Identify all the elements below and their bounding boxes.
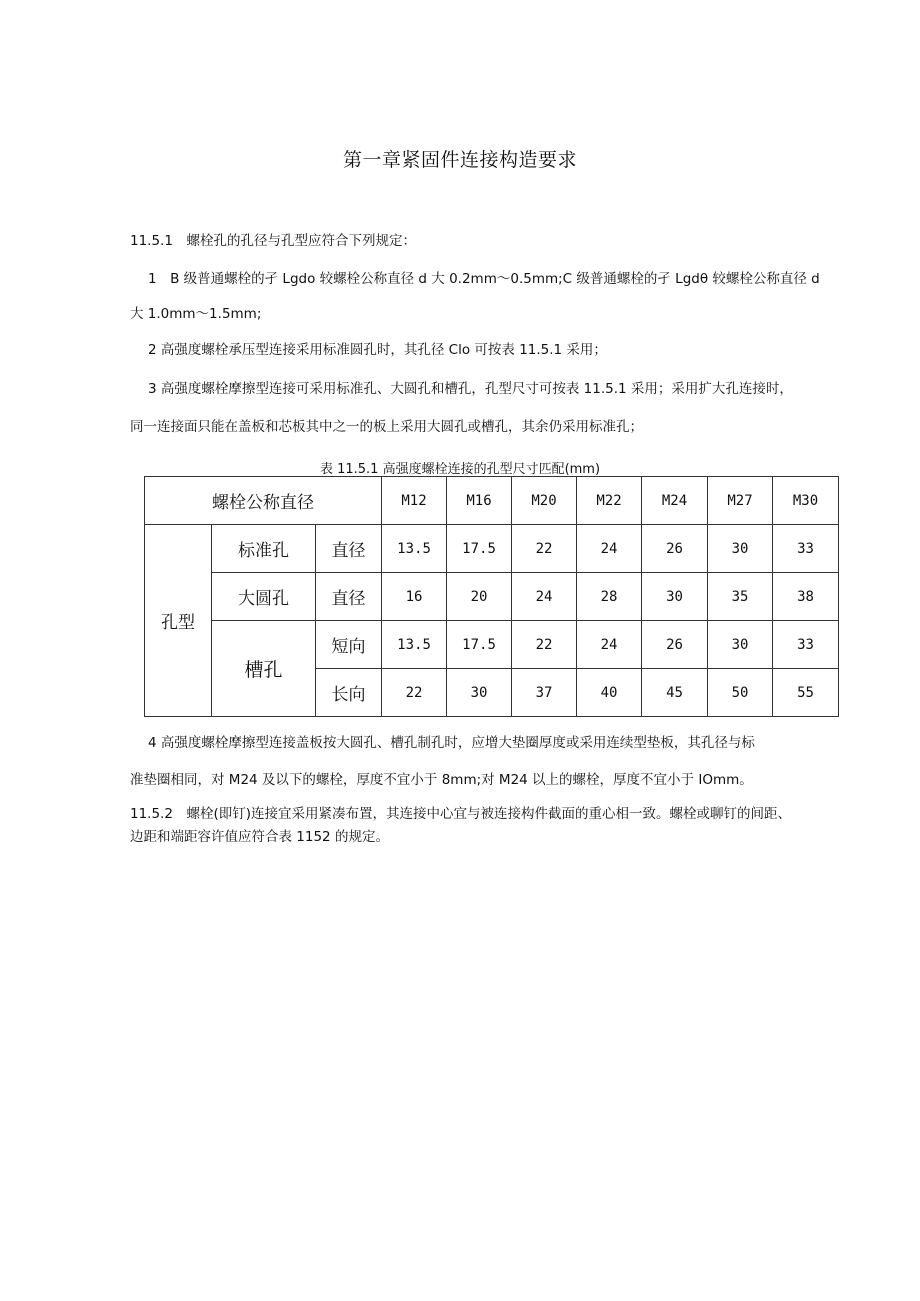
table-row-standard — [145, 525, 839, 573]
table-cell: 26 — [642, 525, 708, 573]
table-cell: 55 — [773, 669, 839, 717]
table-cell: 17.5 — [447, 525, 512, 573]
page-title: 第一章紧固件连接构造要求 — [342, 149, 577, 171]
hole-type: 标准孔 — [212, 525, 316, 573]
table-cell: 22 — [382, 669, 447, 717]
table-cell: 13.5 — [382, 621, 447, 669]
table-cell: 38 — [773, 573, 839, 621]
clause-11-5-1: 11.5.1 螺栓孔的孔径与孔型应符合下列规定： — [130, 233, 416, 249]
size-header: M20 — [512, 477, 577, 525]
table-header-row — [145, 477, 839, 525]
table-cell: 30 — [708, 621, 773, 669]
table-cell: 13.5 — [382, 525, 447, 573]
dimension-label: 直径 — [316, 525, 382, 573]
size-header: M12 — [382, 477, 447, 525]
table-cell: 22 — [512, 621, 577, 669]
table-cell: 26 — [642, 621, 708, 669]
size-header: M24 — [642, 477, 708, 525]
table-row-oversize — [145, 573, 839, 621]
size-header: M22 — [577, 477, 642, 525]
table-cell: 20 — [447, 573, 512, 621]
item-4-line-2: 准垫圈相同，对 M24 及以下的螺栓，厚度不宜小于 8mm;对 M24 以上的螺栓，厚度不宜小于 IOmm。 — [130, 772, 753, 788]
table-cell: 17.5 — [447, 621, 512, 669]
size-header: M27 — [708, 477, 773, 525]
table-cell: 45 — [642, 669, 708, 717]
table-cell: 30 — [708, 525, 773, 573]
table-cell: 35 — [708, 573, 773, 621]
table-cell: 33 — [773, 525, 839, 573]
size-header: M30 — [773, 477, 839, 525]
table-cell: 30 — [642, 573, 708, 621]
hole-size-table — [144, 476, 839, 717]
dimension-label: 短向 — [316, 621, 382, 669]
header-label: 螺栓公称直径 — [145, 477, 382, 525]
item-3-line-1: 3 高强度螺栓摩擦型连接可采用标准孔、大圆孔和槽孔，孔型尺寸可按表 11.5.1 采用；采用扩大孔连接时， — [148, 381, 793, 397]
item-2: 2 高强度螺栓承压型连接采用标准圆孔时，其孔径 Clo 可按表 11.5.1 采用； — [148, 342, 607, 358]
clause-11-5-2-line-1: 11.5.2 螺栓(即钉)连接宜采用紧凑布置，其连接中心宜与被连接构件截面的重心相一致。螺栓或聊钉的间距、 — [130, 806, 791, 822]
table-cell: 22 — [512, 525, 577, 573]
table-cell: 50 — [708, 669, 773, 717]
table-cell: 40 — [577, 669, 642, 717]
hole-type: 槽孔 — [212, 621, 316, 717]
item-3-line-2: 同一连接面只能在盖板和芯板其中之一的板上采用大圆孔或槽孔，其余仍采用标准孔； — [130, 419, 643, 435]
table-cell: 30 — [447, 669, 512, 717]
size-header: M16 — [447, 477, 512, 525]
hole-type: 大圆孔 — [212, 573, 316, 621]
clause-11-5-2-line-2: 边距和端距容许值应符合表 1152 的规定。 — [130, 829, 389, 845]
table-caption: 表 11.5.1 高强度螺栓连接的孔型尺寸匹配(mm) — [319, 462, 601, 477]
table-cell: 16 — [382, 573, 447, 621]
table-cell: 28 — [577, 573, 642, 621]
item-1-line-2: 大 1.0mm～1.5mm; — [130, 306, 262, 322]
dimension-label: 长向 — [316, 669, 382, 717]
item-4-line-1: 4 高强度螺栓摩擦型连接盖板按大圆孔、槽孔制孔时，应增大垫圈厚度或采用连续型垫板，其孔径与标 — [148, 735, 755, 751]
item-1-line-1: 1 B 级普通螺栓的孑 Lgdo 较螺栓公称直径 d 大 0.2mm～0.5mm;C 级普通螺栓的孑 Lgdθ 较螺栓公称直径 d — [148, 271, 820, 287]
table-row-slot-short — [145, 621, 839, 669]
table-cell: 24 — [577, 621, 642, 669]
group-label: 孔型 — [145, 525, 212, 717]
table-cell: 24 — [512, 573, 577, 621]
table-cell: 37 — [512, 669, 577, 717]
dimension-label: 直径 — [316, 573, 382, 621]
table-cell: 24 — [577, 525, 642, 573]
table-cell: 33 — [773, 621, 839, 669]
